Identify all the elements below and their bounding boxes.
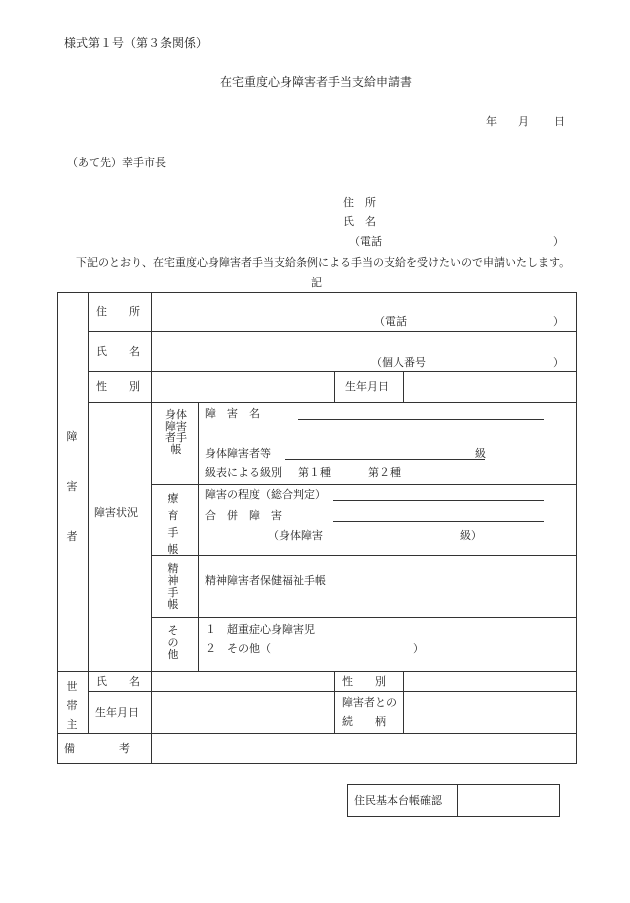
applicant-phone-close: ）: [553, 235, 564, 248]
resident-check-label: 住民基本台帳確認: [354, 794, 442, 807]
physical-paren-label: （身体障害: [268, 529, 323, 542]
form-title: 在宅重度心身障害者手当支給申請書: [220, 75, 413, 89]
address-label: 住 所: [96, 305, 140, 318]
relation-label-2: 続 柄: [342, 715, 386, 728]
class-2: 第２種: [368, 466, 401, 479]
phone-close: ）: [553, 315, 564, 328]
mental-handbook-label: 精神手帳: [167, 562, 179, 611]
birthdate-label: 生年月日: [345, 380, 389, 393]
physical-handbook-label: 身体障害者手帳: [165, 408, 187, 456]
degree-label: 障害の程度（総合判定）: [205, 488, 326, 501]
other-label: その他: [167, 624, 179, 661]
household-birthdate-label: 生年月日: [95, 706, 139, 719]
other-item-2: ２ その他（: [205, 642, 271, 655]
my-number-close: ）: [553, 356, 564, 369]
class-1: 第１種: [298, 466, 331, 479]
other-item-1: １ 超重症心身障害児: [205, 623, 315, 636]
applicant-name-label: 氏 名: [343, 215, 376, 228]
disability-status-label: 障害状況: [94, 506, 138, 519]
application-table: [57, 292, 577, 764]
mental-handbook-name: 精神障害者保健福祉手帳: [205, 574, 326, 587]
name-label: 氏 名: [96, 345, 140, 358]
disability-name-line: [298, 419, 544, 420]
household-name-label: 氏 名: [96, 675, 140, 688]
ki-label: 記: [311, 276, 322, 289]
applicant-address-label: 住 所: [343, 196, 376, 209]
date-year-label: 年: [486, 115, 497, 128]
phone-label: （電話: [374, 315, 407, 328]
disability-name-label: 障 害 名: [205, 407, 260, 420]
applicant-phone-label: （電話: [349, 235, 382, 248]
physical-grade-line: [285, 459, 485, 460]
my-number-label: （個人番号: [371, 356, 426, 369]
grade-unit: 級: [475, 447, 486, 460]
remarks-label: 備 考: [64, 742, 130, 755]
addressee: （あて先）幸手市長: [67, 156, 166, 169]
degree-line: [333, 500, 544, 501]
form-number: 様式第１号（第３条関係）: [64, 36, 209, 50]
other-item-2-close: ）: [413, 642, 424, 655]
statement: 下記のとおり、在宅重度心身障害者手当支給条例による手当の支給を受けたいので申請いたします。: [76, 256, 571, 269]
grade-close: 級）: [460, 529, 482, 542]
household-sex-label: 性 別: [342, 675, 386, 688]
relation-label-1: 障害者との: [342, 696, 397, 709]
combined-disability-label: 合 併 障 害: [205, 509, 282, 522]
date-day-label: 日: [554, 115, 565, 128]
date-month-label: 月: [518, 115, 529, 128]
section-household-head: 世帯主: [66, 680, 78, 731]
combined-disability-line: [333, 521, 544, 522]
section-disabled-person: 障害者: [66, 430, 78, 543]
ryoiku-handbook-label: 療育手帳: [167, 492, 179, 556]
physical-grade-label: 身体障害者等: [205, 447, 271, 460]
sex-label: 性 別: [96, 380, 140, 393]
appendix-class-label: 級表による級別: [205, 466, 282, 479]
